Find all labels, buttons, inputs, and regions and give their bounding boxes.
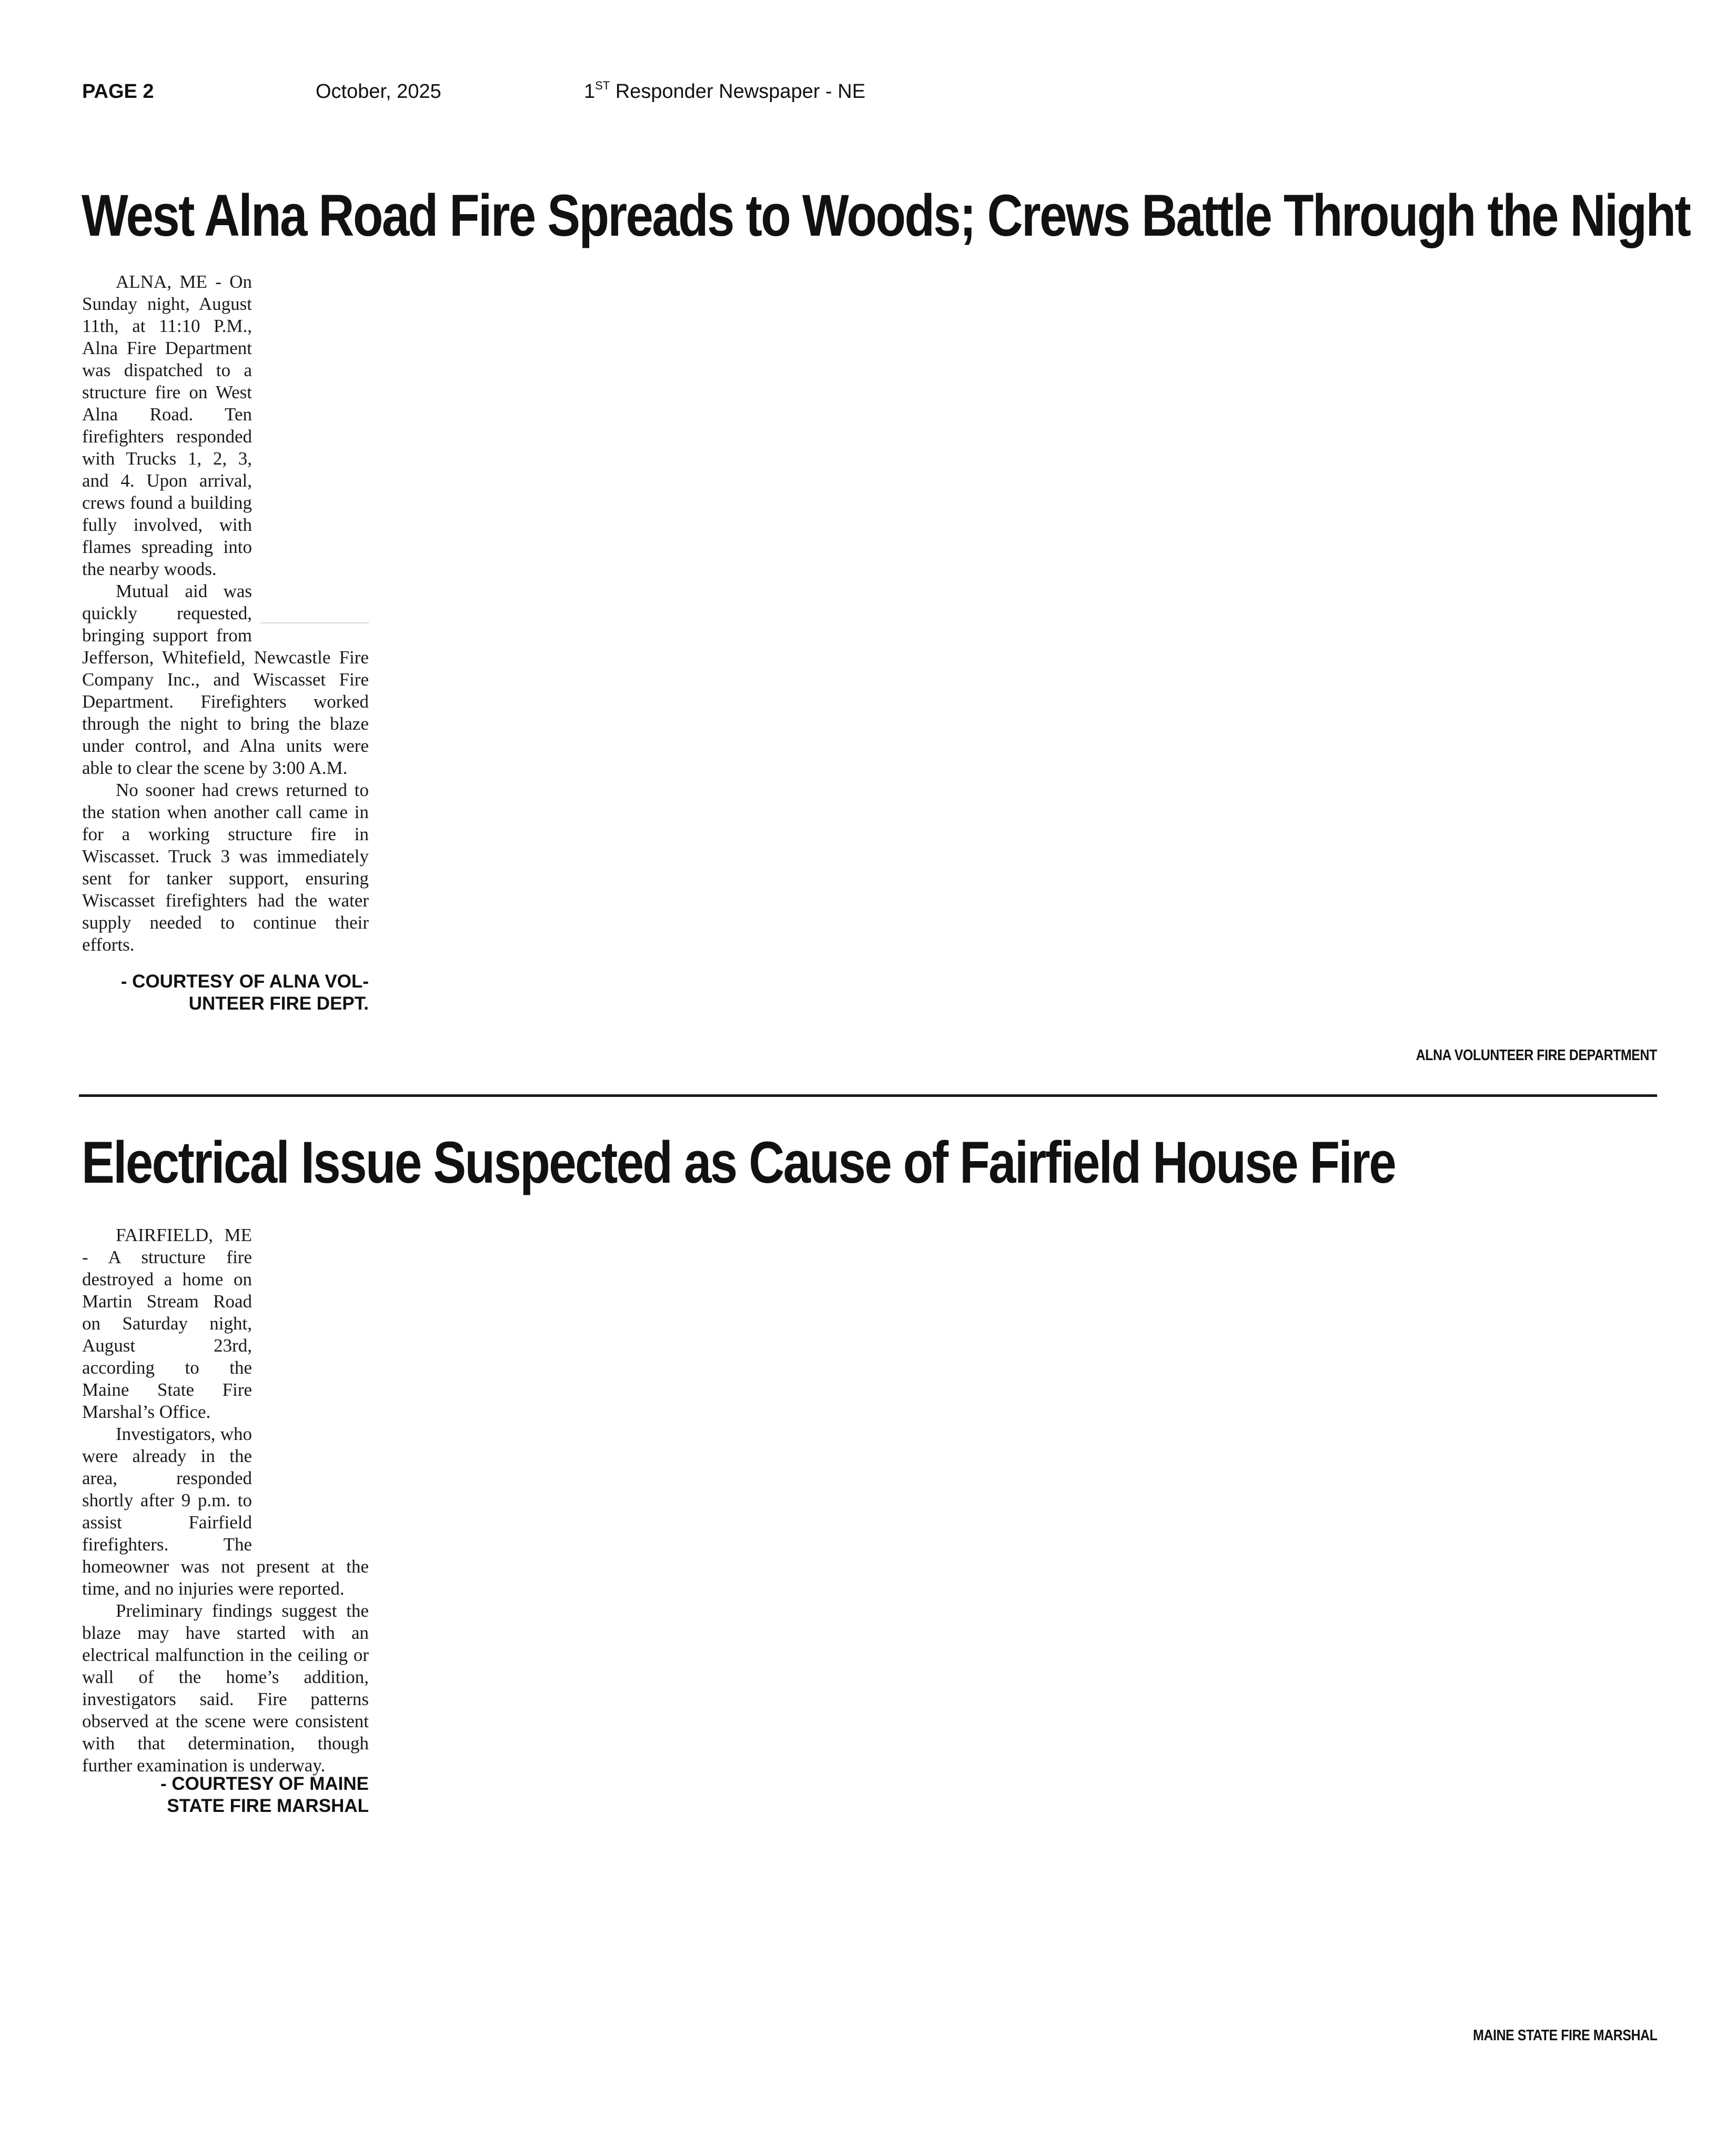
article2-paragraph: FAIRFIELD, ME - A structure fire destroyed a home on Martin Stream Road on Saturday night, August 23rd, according to the Maine State Fire Marshal’s Office.	[82, 1225, 252, 1422]
publication-name	[584, 79, 865, 104]
article1-byline	[82, 971, 369, 1015]
article2-byline-line1: - COURTESY OF MAINE	[160, 1774, 369, 1794]
article2-byline-line2: STATE FIRE MARSHAL	[167, 1796, 369, 1816]
article1-body	[82, 271, 369, 956]
article1-paragraph: No sooner had crews returned to the station when another call came in for a working structure fire in Wiscasset. Truck 3 was immediately sent for tanker support, ensuring Wiscasset firefighters had the water supply needed to continue their efforts.	[82, 780, 369, 955]
section-divider	[79, 1094, 1657, 1097]
article2-headline: Electrical Issue Suspected as Cause of Fairfield House Fire	[82, 1130, 1396, 1195]
article1-image-wrap-space	[252, 402, 369, 631]
publication-name-prefix: 1	[584, 80, 596, 103]
article1-byline-line1: - COURTESY OF ALNA VOL-	[120, 971, 369, 992]
article1-headline: West Alna Road Fire Spreads to Woods; Crews Battle Through the Night	[82, 183, 1690, 248]
article2-body	[82, 1224, 369, 1777]
wrap-hairline	[260, 622, 369, 623]
article2-paragraph: Investigators, who were already in the area, responded shortly after 9 p.m. to assist Fairfield firefighters. The homeowner was not present at the time, and no injuries were reported.	[82, 1424, 369, 1599]
issue-date: October, 2025	[316, 80, 441, 103]
article2-paragraph: Preliminary findings suggest the blaze may have started with an electrical malfunction in the ceiling or wall of the home’s addition, investigators said. Fire patterns observed at the scene were consistent with that determination, though further examination is underway.	[82, 1600, 369, 1776]
article1-paragraph: ALNA, ME - On Sunday night, August 11th, at 11:10 P.M., Alna Fire Department was dispatched to a structure fire on West Alna Road. Ten firefighters responded with Trucks 1, 2, 3, and 4. Upon arrival, crews found a building fully involved, with flames spreading into the nearby woods.	[82, 271, 252, 579]
article1-byline-line2: UNTEER FIRE DEPT.	[188, 993, 369, 1014]
article1-paragraph: Mutual aid was quickly requested, bringing support from Jefferson, Whitefield, Newcastle Fire Company Inc., and Wiscasset Fire Department. Firefighters worked through the night to bring the blaze under control, and Alna units were able to clear the scene by 3:00 A.M.	[82, 581, 369, 778]
article2-photo-credit: MAINE STATE FIRE MARSHAL	[1472, 2027, 1657, 2044]
publication-name-rest: Responder Newspaper - NE	[610, 80, 866, 103]
article2-image-wrap-space	[252, 1335, 369, 1556]
publication-name-superscript: ST	[595, 79, 610, 92]
article2-byline	[82, 1773, 369, 1817]
page-number: PAGE 2	[82, 80, 154, 103]
article1-photo-credit: ALNA VOLUNTEER FIRE DEPARTMENT	[1416, 1047, 1657, 1064]
